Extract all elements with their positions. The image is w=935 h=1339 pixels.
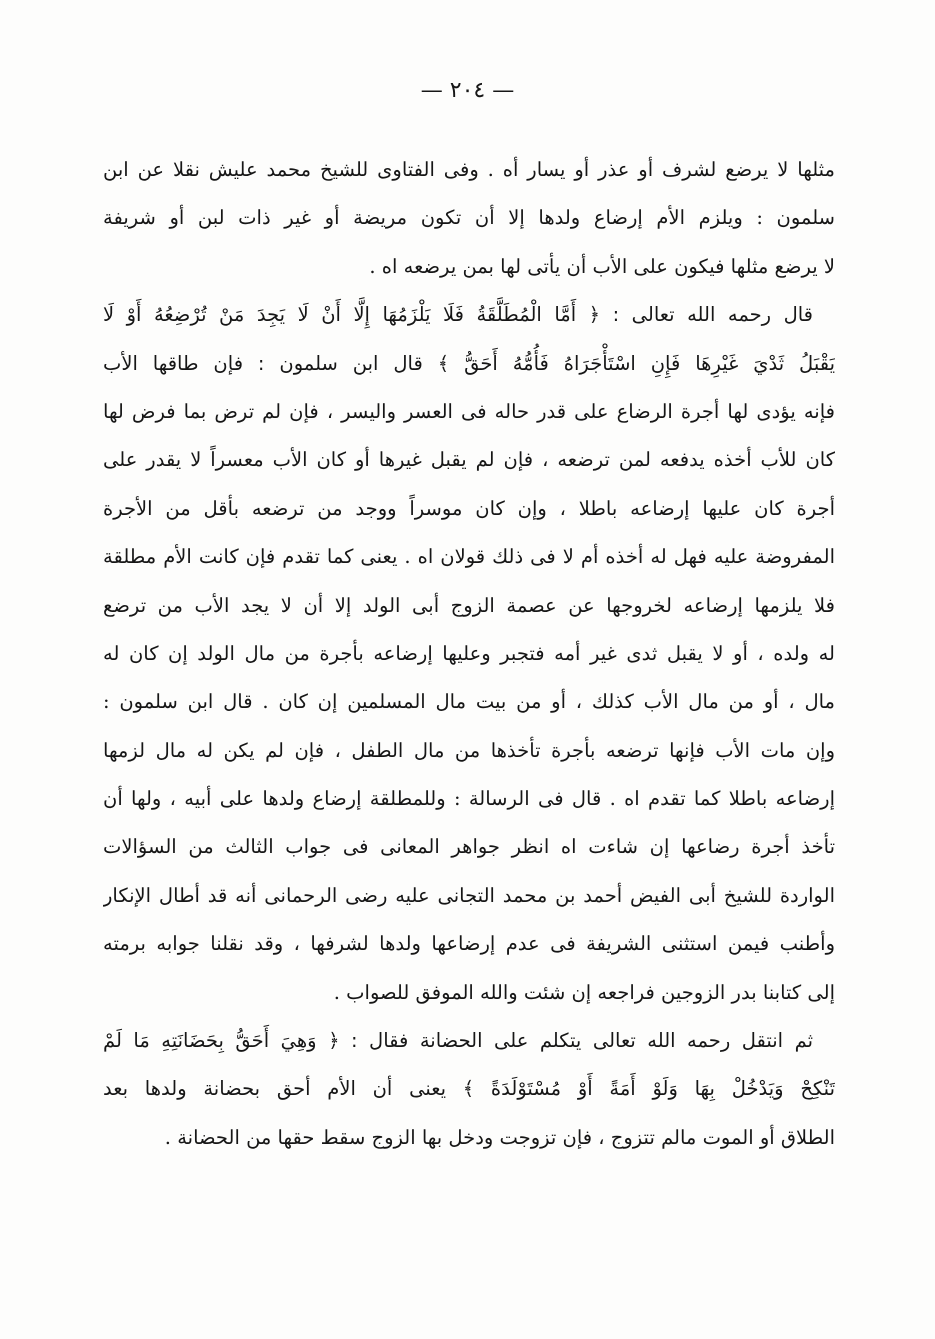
- text-line: الواردة للشيخ أبى الفيض أحمد بن محمد التجانى عليه رضى الرحمانى أنه قد أطال الإنكار: [103, 883, 835, 907]
- body-text: [103, 146, 835, 1162]
- text-line: تأخذ أجرة رضاعها إن شاءت اه انظر جواهر المعانى فى جواب الثالث من السؤالات: [103, 835, 835, 859]
- text-line: الطلاق أو الموت مالم تتزوج ، فإن تزوجت ودخل بها الزوج سقط حقها من الحضانة .: [164, 1125, 835, 1149]
- text-line: سلمون : ويلزم الأم إرضاع ولدها إلا أن تكون مريضة أو غير ذات لبن أو شريفة: [103, 206, 835, 230]
- text-line-quran: قال رحمه الله تعالى : ﴿ أَمَّا الْمُطَلَّقَةُ فَلَا يَلْزَمُهَا إِلَّا أَنْ لَا يَجِدَ مَنْ تُرْضِعُهُ أَوْ لَا: [103, 303, 813, 327]
- text-line: وإن مات الأب فإنها ترضعه بأجرة تأخذها من مال الطفل ، فإن لم يكن له مال لزمها: [103, 738, 835, 762]
- text-line: له ولده ، أو لا يقبل ثدى غير أمه فتجبر وعليها إرضاعه بأجرة من مال الولد إن كان له: [103, 641, 835, 665]
- text-line: مال ، أو من مال الأب كذلك ، أو من بيت مال المسلمين إن كان . قال ابن سلمون :: [103, 690, 835, 714]
- text-line-quran: يَقْبَلُ ثَدْيَ غَيْرِهَا فَإِنِ اسْتَأْجَرَاهُ فَأُمُّهُ أَحَقُّ ﴾ قال ابن سلمون : فإن طاقها الأب: [103, 351, 835, 375]
- text-line-quran: ثم انتقل رحمه الله تعالى يتكلم على الحضانة فقال : ﴿ وَهِيَ أَحَقُّ بِحَضَانَتِهِ مَا لَمْ: [103, 1029, 813, 1053]
- text-line: فلا يلزمها إرضاعه لخروجها عن عصمة الزوج أبى الولد إلا أن لا يجد الأب من ترضع: [103, 593, 835, 617]
- text-line: وأطنب فيمن استثنى الشريفة فى عدم إرضاعها ولدها لشرفها ، وقد نقلنا جوابه برمته: [103, 932, 835, 956]
- page-number: — ٢٠٤ —: [420, 78, 515, 103]
- text-line: إلى كتابنا بدر الزوجين فراجعه إن شئت والله الموفق للصواب .: [333, 980, 835, 1004]
- text-line: أجرة كان عليها إرضاعه باطلا ، وإن كان موسراً ووجد من ترضعه بأقل من الأجرة: [103, 496, 835, 520]
- text-line: إرضاعه باطلا كما تقدم اه . قال فى الرسالة : وللمطلقة إرضاع ولدها على أبيه ، ولها أن: [103, 787, 835, 811]
- text-line-quran: تَنْكِحْ وَيَدْخُلْ بِهَا وَلَوْ أَمَةً أَوْ مُسْتَوْلَدَةً ﴾ يعنى أن الأم أحق بحضانة ولدها بعد: [103, 1077, 835, 1101]
- text-line: لا يرضع مثلها فيكون على الأب أن يأتى لها بمن يرضعه اه .: [369, 254, 835, 278]
- text-line: مثلها لا يرضع لشرف أو عذر أو يسار أه . وفى الفتاوى للشيخ محمد عليش نقلا عن ابن: [103, 158, 835, 181]
- text-line: فإنه يؤدى لها أجرة الرضاع على قدر حاله فى العسر واليسر ، فإن لم ترض بما فرض لها: [103, 399, 835, 423]
- text-line: كان للأب أخذه يدفعه لمن ترضعه ، فإن لم يقبل غيرها أو كان الأب معسراً لا يقدر على: [103, 448, 835, 472]
- text-line: المفروضة عليه فهل له أخذه أم لا فى ذلك قولان اه . يعنى كما تقدم فإن كانت الأم مطلقة: [103, 545, 835, 569]
